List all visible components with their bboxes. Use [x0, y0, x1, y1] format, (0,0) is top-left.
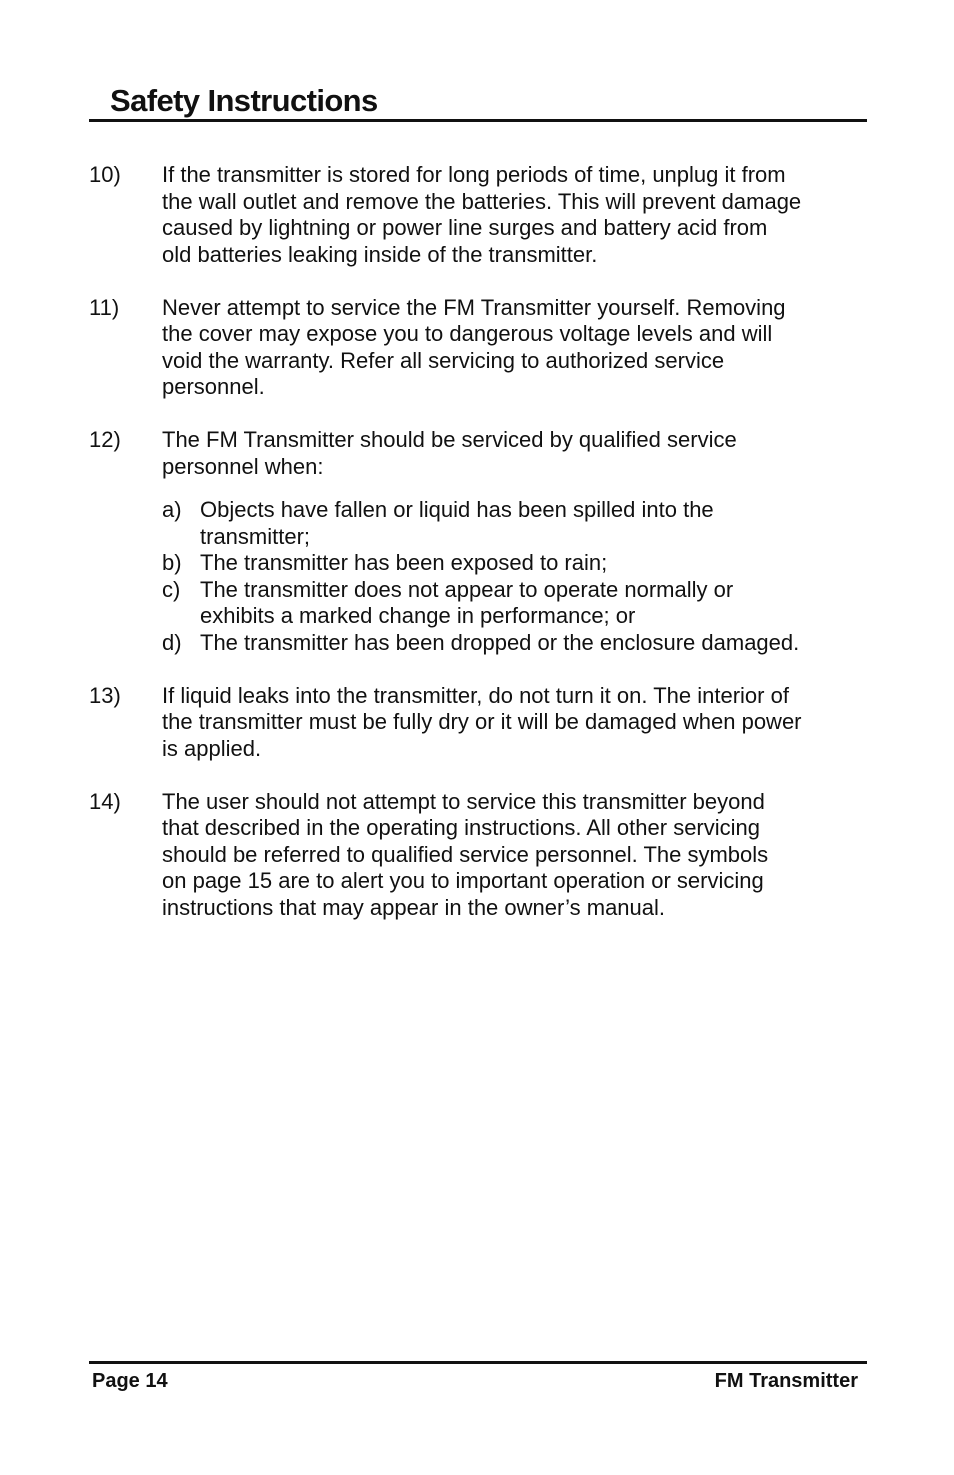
condition-item-d: [162, 630, 859, 657]
page-title: Safety Instructions: [110, 83, 378, 118]
item-line: If the transmitter is stored for long periods of time, unplug it from: [162, 162, 786, 187]
condition-letter: b): [162, 550, 182, 575]
condition-line: The transmitter has been dropped or the enclosure damaged.: [200, 629, 800, 655]
header-divider: [89, 119, 867, 122]
item-number: 10): [89, 162, 121, 187]
item-line: personnel.: [162, 374, 265, 399]
item-line: the transmitter must be fully dry or it will be damaged when power: [162, 709, 802, 734]
instruction-item-10: [89, 162, 859, 268]
condition-line: Objects have fallen or liquid has been spilled into the: [200, 497, 714, 522]
condition-line: The transmitter has been exposed to rain;: [200, 550, 608, 575]
instruction-item-14: [89, 789, 859, 922]
instruction-item-11: [89, 295, 859, 401]
item-line: should be referred to qualified service personnel. The symbols: [162, 841, 769, 867]
product-name: FM Transmitter: [714, 1370, 858, 1392]
item-line: Never attempt to service the FM Transmitter yourself. Removing: [162, 294, 786, 320]
footer-divider: [89, 1361, 867, 1364]
condition-letter: a): [162, 497, 182, 522]
instructions-list: [89, 162, 859, 948]
page-number: Page 14: [92, 1370, 168, 1392]
condition-line: The transmitter does not appear to operate normally or: [200, 576, 734, 602]
item-line: on page 15 are to alert you to important operation or servicing: [162, 868, 764, 893]
condition-letter: c): [162, 576, 181, 602]
item-line: If liquid leaks into the transmitter, do not turn it on. The interior of: [162, 682, 789, 708]
item-line: the wall outlet and remove the batteries. This will prevent damage: [162, 188, 802, 214]
item-line: void the warranty. Refer all servicing to authorized service: [162, 347, 725, 373]
condition-sublist: [162, 497, 859, 656]
condition-line: exhibits a marked change in performance; or: [200, 603, 636, 628]
item-number: 12): [89, 427, 121, 452]
item-number: 11): [89, 294, 120, 320]
condition-item-b: [162, 550, 859, 577]
item-line: old batteries leaking inside of the transmitter.: [162, 241, 598, 267]
item-line: The user should not attempt to service this transmitter beyond: [162, 788, 765, 814]
item-line: personnel when:: [162, 453, 324, 479]
condition-line: transmitter;: [200, 523, 311, 549]
instruction-item-12: [89, 427, 859, 656]
condition-item-a: [162, 497, 859, 550]
condition-item-c: [162, 577, 859, 630]
condition-letter: d): [162, 629, 182, 655]
item-line: The FM Transmitter should be serviced by qualified service: [162, 427, 737, 452]
instruction-item-13: [89, 683, 859, 763]
item-line: caused by lightning or power line surges and battery acid from: [162, 215, 768, 240]
item-line: is applied.: [162, 735, 262, 761]
item-number: 13): [89, 682, 121, 708]
item-line: the cover may expose you to dangerous voltage levels and will: [162, 321, 773, 346]
item-line: that described in the operating instructions. All other servicing: [162, 815, 760, 840]
item-number: 14): [89, 788, 121, 814]
item-line: instructions that may appear in the owner’s manual.: [162, 894, 666, 920]
